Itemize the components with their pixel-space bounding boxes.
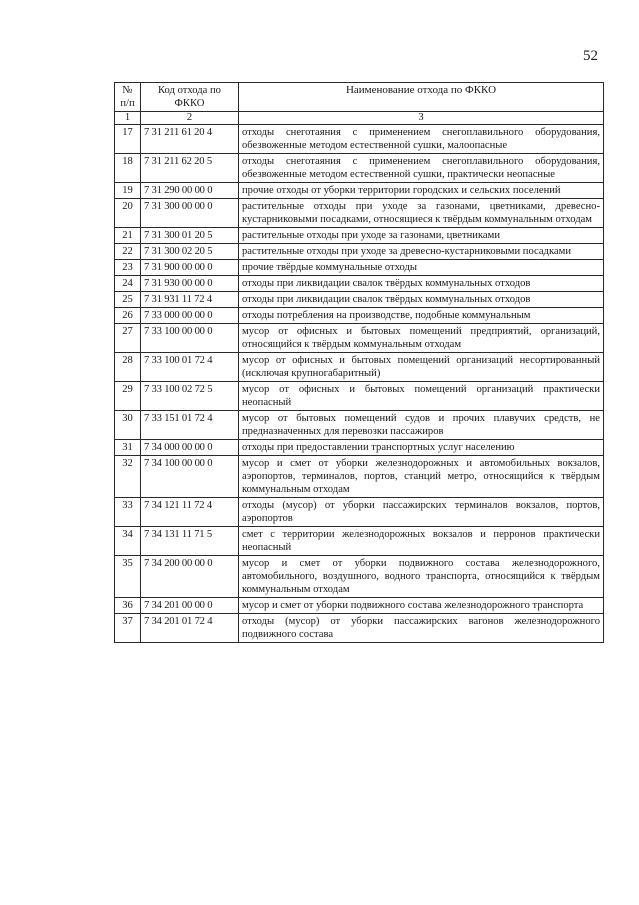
- page-number: 52: [583, 48, 598, 64]
- row-number: 19: [115, 183, 141, 199]
- waste-code: 7 31 211 61 20 4: [141, 125, 239, 154]
- row-number: 21: [115, 228, 141, 244]
- table-row: [115, 456, 604, 498]
- waste-code: 7 31 931 11 72 4: [141, 292, 239, 308]
- table-row: [115, 498, 604, 527]
- row-number: 37: [115, 614, 141, 643]
- waste-code: 7 34 100 00 00 0: [141, 456, 239, 498]
- row-number: 24: [115, 276, 141, 292]
- row-number: 26: [115, 308, 141, 324]
- waste-name: отходы снеготаяния с применением снегоплавильного оборудования, обезвоженные методом естественной сушки, практически неопасные: [239, 154, 604, 183]
- table-row: [115, 260, 604, 276]
- table-row: [115, 353, 604, 382]
- waste-name: отходы потребления на производстве, подобные коммунальным: [239, 308, 604, 324]
- waste-code: 7 31 300 02 20 5: [141, 244, 239, 260]
- waste-code: 7 31 211 62 20 5: [141, 154, 239, 183]
- row-number: 29: [115, 382, 141, 411]
- waste-code: 7 33 100 00 00 0: [141, 324, 239, 353]
- column-index: 2: [141, 112, 239, 125]
- waste-name: растительные отходы при уходе за газонами, цветниками, древесно-кустарниковыми посадками, относящиеся к твёрдым коммунальным отходам: [239, 199, 604, 228]
- column-index: 1: [115, 112, 141, 125]
- row-number: 23: [115, 260, 141, 276]
- waste-code: 7 31 930 00 00 0: [141, 276, 239, 292]
- table-row: [115, 382, 604, 411]
- table-row: [115, 556, 604, 598]
- waste-name: мусор от офисных и бытовых помещений организаций практически неопасный: [239, 382, 604, 411]
- table-row: [115, 440, 604, 456]
- waste-name: отходы снеготаяния с применением снегоплавильного оборудования, обезвоженные методом естественной сушки, малоопасные: [239, 125, 604, 154]
- waste-code: 7 34 121 11 72 4: [141, 498, 239, 527]
- waste-code: 7 34 201 00 00 0: [141, 598, 239, 614]
- waste-name: растительные отходы при уходе за газонами, цветниками: [239, 228, 604, 244]
- row-number: 25: [115, 292, 141, 308]
- table-row: [115, 244, 604, 260]
- table-row: [115, 324, 604, 353]
- row-number: 17: [115, 125, 141, 154]
- waste-code: 7 31 900 00 00 0: [141, 260, 239, 276]
- column-index: 3: [239, 112, 604, 125]
- column-index-row: [115, 112, 604, 125]
- table-row: [115, 199, 604, 228]
- waste-name: отходы при ликвидации свалок твёрдых коммунальных отходов: [239, 276, 604, 292]
- table-row: [115, 228, 604, 244]
- row-number: 33: [115, 498, 141, 527]
- waste-code: 7 31 300 01 20 5: [141, 228, 239, 244]
- header-num: № п/п: [115, 83, 141, 112]
- header-name: Наименование отхода по ФККО: [239, 83, 604, 112]
- waste-name: отходы (мусор) от уборки пассажирских терминалов вокзалов, портов, аэропортов: [239, 498, 604, 527]
- table-row: [115, 154, 604, 183]
- waste-name: прочие отходы от уборки территории городских и сельских поселений: [239, 183, 604, 199]
- header-code: Код отхода по ФККО: [141, 83, 239, 112]
- row-number: 36: [115, 598, 141, 614]
- row-number: 32: [115, 456, 141, 498]
- waste-name: отходы (мусор) от уборки пассажирских вагонов железнодорожного подвижного состава: [239, 614, 604, 643]
- table-row: [115, 527, 604, 556]
- waste-name: растительные отходы при уходе за древесно-кустарниковыми посадками: [239, 244, 604, 260]
- row-number: 35: [115, 556, 141, 598]
- row-number: 28: [115, 353, 141, 382]
- table-row: [115, 598, 604, 614]
- waste-code: 7 31 300 00 00 0: [141, 199, 239, 228]
- waste-code: 7 34 201 01 72 4: [141, 614, 239, 643]
- waste-code: 7 31 290 00 00 0: [141, 183, 239, 199]
- table-row: [115, 125, 604, 154]
- waste-name: мусор и смет от уборки железнодорожных и автомобильных вокзалов, аэропортов, терминалов, портов, станций метро, относящийся к твёрдым коммунальным отходам: [239, 456, 604, 498]
- waste-code: 7 33 100 02 72 5: [141, 382, 239, 411]
- table-header-row: [115, 83, 604, 112]
- table-row: [115, 183, 604, 199]
- row-number: 22: [115, 244, 141, 260]
- waste-code: 7 34 131 11 71 5: [141, 527, 239, 556]
- waste-name: отходы при ликвидации свалок твёрдых коммунальных отходов: [239, 292, 604, 308]
- waste-code: 7 34 000 00 00 0: [141, 440, 239, 456]
- waste-code: 7 33 151 01 72 4: [141, 411, 239, 440]
- waste-name: мусор и смет от уборки подвижного состава железнодорожного, автомобильного, воздушного, водного транспорта, относящийся к твёрдым коммунальным отходам: [239, 556, 604, 598]
- waste-code: 7 33 000 00 00 0: [141, 308, 239, 324]
- table-row: [115, 276, 604, 292]
- waste-name: мусор и смет от уборки подвижного состава железнодорожного транспорта: [239, 598, 604, 614]
- table-row: [115, 308, 604, 324]
- waste-code: 7 34 200 00 00 0: [141, 556, 239, 598]
- table-row: [115, 614, 604, 643]
- row-number: 30: [115, 411, 141, 440]
- table-row: [115, 292, 604, 308]
- waste-code-table: [114, 82, 604, 643]
- row-number: 20: [115, 199, 141, 228]
- row-number: 18: [115, 154, 141, 183]
- waste-name: мусор от офисных и бытовых помещений предприятий, организаций, относящийся к твёрдым коммунальным отходам: [239, 324, 604, 353]
- waste-code: 7 33 100 01 72 4: [141, 353, 239, 382]
- row-number: 34: [115, 527, 141, 556]
- row-number: 27: [115, 324, 141, 353]
- table-row: [115, 411, 604, 440]
- waste-name: смет с территории железнодорожных вокзалов и перронов практически неопасный: [239, 527, 604, 556]
- waste-name: мусор от бытовых помещений судов и прочих плавучих средств, не предназначенных для перевозки пассажиров: [239, 411, 604, 440]
- waste-name: отходы при предоставлении транспортных услуг населению: [239, 440, 604, 456]
- waste-name: прочие твёрдые коммунальные отходы: [239, 260, 604, 276]
- waste-name: мусор от офисных и бытовых помещений организаций несортированный (исключая крупногабаритный): [239, 353, 604, 382]
- row-number: 31: [115, 440, 141, 456]
